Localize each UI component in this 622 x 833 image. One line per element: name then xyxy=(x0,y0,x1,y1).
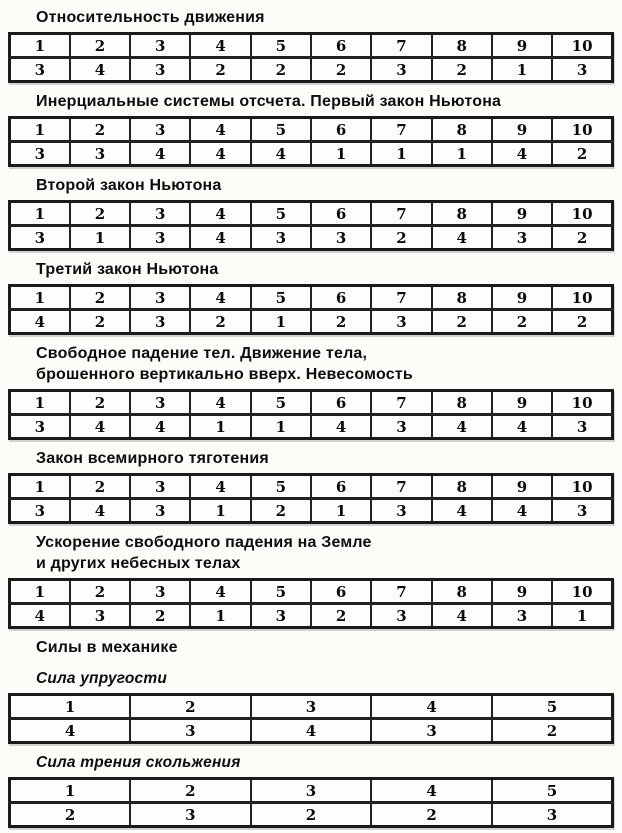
question-number-cell: 9 xyxy=(492,391,552,415)
question-number-cell: 9 xyxy=(492,286,552,310)
answer-cell: 4 xyxy=(432,415,492,439)
question-number-cell: 2 xyxy=(70,286,130,310)
question-number-cell: 10 xyxy=(552,34,612,58)
question-number-cell: 1 xyxy=(10,475,70,499)
question-number-cell: 8 xyxy=(432,202,492,226)
section-title-line: брошенного вертикально вверх. Невесомость xyxy=(36,366,413,383)
question-number-cell: 10 xyxy=(552,391,612,415)
question-number-cell: 2 xyxy=(130,695,251,719)
answer-cell: 3 xyxy=(251,226,311,250)
answer-cell: 3 xyxy=(130,499,190,523)
answer-cell: 4 xyxy=(10,310,70,334)
answer-cell: 3 xyxy=(492,803,613,827)
group-heading xyxy=(36,637,614,658)
answer-cell: 3 xyxy=(371,719,492,743)
question-row xyxy=(10,695,613,719)
question-row xyxy=(10,391,613,415)
answer-section xyxy=(8,343,614,440)
answer-cell: 1 xyxy=(190,415,250,439)
question-number-cell: 1 xyxy=(10,34,70,58)
answer-section xyxy=(8,752,614,828)
answer-cell: 3 xyxy=(492,226,552,250)
question-number-cell: 7 xyxy=(371,580,431,604)
answer-cell: 2 xyxy=(492,719,613,743)
question-number-cell: 1 xyxy=(10,202,70,226)
question-row xyxy=(10,779,613,803)
answer-row xyxy=(10,803,613,827)
answer-table xyxy=(8,200,614,251)
answer-row xyxy=(10,499,613,523)
answer-cell: 1 xyxy=(190,499,250,523)
question-number-cell: 1 xyxy=(10,118,70,142)
answer-cell: 1 xyxy=(311,499,371,523)
question-number-cell: 10 xyxy=(552,286,612,310)
answer-section xyxy=(8,7,614,83)
answer-cell: 4 xyxy=(492,142,552,166)
answer-section xyxy=(8,448,614,524)
answer-cell: 2 xyxy=(311,310,371,334)
question-number-cell: 6 xyxy=(311,391,371,415)
question-number-cell: 7 xyxy=(371,391,431,415)
question-number-cell: 10 xyxy=(552,580,612,604)
answer-cell: 4 xyxy=(70,58,130,82)
section-title-line: Сила упругости xyxy=(36,670,168,687)
section-title xyxy=(36,259,614,280)
question-number-cell: 6 xyxy=(311,580,371,604)
question-number-cell: 7 xyxy=(371,34,431,58)
section-title-line: Силы в механике xyxy=(36,639,178,656)
question-number-cell: 3 xyxy=(251,779,372,803)
question-number-cell: 5 xyxy=(251,34,311,58)
question-number-cell: 10 xyxy=(552,118,612,142)
section-title xyxy=(36,343,614,385)
section-title-line: Свободное падение тел. Движение тела, xyxy=(36,345,368,362)
section-title xyxy=(36,91,614,112)
answer-cell: 2 xyxy=(311,604,371,628)
answer-row xyxy=(10,719,613,743)
question-number-cell: 6 xyxy=(311,475,371,499)
answer-cell: 1 xyxy=(492,58,552,82)
answer-cell: 3 xyxy=(70,604,130,628)
question-row xyxy=(10,580,613,604)
answer-section xyxy=(8,532,614,629)
question-number-cell: 9 xyxy=(492,580,552,604)
answer-cell: 2 xyxy=(251,58,311,82)
answer-row xyxy=(10,310,613,334)
question-number-cell: 7 xyxy=(371,475,431,499)
answer-cell: 2 xyxy=(371,226,431,250)
answer-row xyxy=(10,58,613,82)
question-number-cell: 4 xyxy=(190,34,250,58)
question-number-cell: 2 xyxy=(130,779,251,803)
answer-cell: 4 xyxy=(10,604,70,628)
answer-cell: 2 xyxy=(432,310,492,334)
question-number-cell: 8 xyxy=(432,580,492,604)
answer-cell: 1 xyxy=(190,604,250,628)
answer-row xyxy=(10,142,613,166)
answer-table xyxy=(8,578,614,629)
question-number-cell: 8 xyxy=(432,286,492,310)
answer-cell: 4 xyxy=(432,499,492,523)
answer-cell: 4 xyxy=(130,415,190,439)
question-number-cell: 6 xyxy=(311,202,371,226)
question-number-cell: 4 xyxy=(371,695,492,719)
answer-cell: 3 xyxy=(552,499,612,523)
answer-cell: 2 xyxy=(190,58,250,82)
question-number-cell: 4 xyxy=(190,202,250,226)
question-number-cell: 5 xyxy=(251,391,311,415)
question-number-cell: 5 xyxy=(492,779,613,803)
question-number-cell: 3 xyxy=(130,286,190,310)
answer-cell: 3 xyxy=(371,310,431,334)
section-title-line: Второй закон Ньютона xyxy=(36,177,222,194)
answer-cell: 3 xyxy=(10,415,70,439)
question-row xyxy=(10,34,613,58)
answer-cell: 4 xyxy=(492,499,552,523)
answer-cell: 3 xyxy=(10,226,70,250)
section-title xyxy=(36,532,614,574)
answer-cell: 3 xyxy=(371,604,431,628)
answer-cell: 1 xyxy=(311,142,371,166)
question-number-cell: 9 xyxy=(492,202,552,226)
answer-table xyxy=(8,389,614,440)
answer-cell: 3 xyxy=(552,58,612,82)
answer-cell: 3 xyxy=(130,226,190,250)
answer-cell: 1 xyxy=(70,226,130,250)
question-number-cell: 4 xyxy=(190,286,250,310)
answer-table xyxy=(8,116,614,167)
question-row xyxy=(10,202,613,226)
answer-cell: 3 xyxy=(371,499,431,523)
answer-table xyxy=(8,32,614,83)
question-number-cell: 4 xyxy=(371,779,492,803)
question-number-cell: 1 xyxy=(10,695,131,719)
question-number-cell: 3 xyxy=(130,580,190,604)
question-number-cell: 9 xyxy=(492,475,552,499)
section-title-line: Относительность движения xyxy=(36,9,265,26)
question-row xyxy=(10,118,613,142)
question-number-cell: 6 xyxy=(311,286,371,310)
answer-cell: 2 xyxy=(70,310,130,334)
section-title xyxy=(36,752,614,773)
section-title-line: Третий закон Ньютона xyxy=(36,261,219,278)
answer-cell: 4 xyxy=(70,499,130,523)
question-row xyxy=(10,286,613,310)
section-title xyxy=(36,7,614,28)
answer-cell: 3 xyxy=(70,142,130,166)
question-number-cell: 3 xyxy=(251,695,372,719)
answer-cell: 4 xyxy=(130,142,190,166)
question-number-cell: 2 xyxy=(70,202,130,226)
answer-table xyxy=(8,777,614,828)
question-number-cell: 4 xyxy=(190,391,250,415)
answer-cell: 3 xyxy=(371,58,431,82)
question-number-cell: 5 xyxy=(251,475,311,499)
answer-cell: 4 xyxy=(251,142,311,166)
answer-cell: 4 xyxy=(251,719,372,743)
question-number-cell: 8 xyxy=(432,391,492,415)
answer-cell: 2 xyxy=(371,803,492,827)
question-number-cell: 3 xyxy=(130,34,190,58)
answer-cell: 2 xyxy=(130,604,190,628)
answer-cell: 2 xyxy=(552,226,612,250)
answer-cell: 3 xyxy=(130,310,190,334)
answer-cell: 3 xyxy=(311,226,371,250)
answer-cell: 2 xyxy=(251,499,311,523)
answer-cell: 2 xyxy=(432,58,492,82)
question-number-cell: 7 xyxy=(371,286,431,310)
answer-section xyxy=(8,668,614,744)
section-title-line: Закон всемирного тяготения xyxy=(36,450,269,467)
answer-section xyxy=(8,259,614,335)
answer-row xyxy=(10,604,613,628)
answer-cell: 3 xyxy=(130,719,251,743)
section-title xyxy=(36,175,614,196)
question-number-cell: 5 xyxy=(251,202,311,226)
section-title-line: и других небесных телах xyxy=(36,555,241,572)
answer-cell: 2 xyxy=(10,803,131,827)
question-number-cell: 8 xyxy=(432,34,492,58)
answer-cell: 3 xyxy=(10,58,70,82)
answer-cell: 4 xyxy=(311,415,371,439)
answer-cell: 3 xyxy=(130,58,190,82)
section-title xyxy=(36,668,614,689)
answer-section xyxy=(8,175,614,251)
question-number-cell: 1 xyxy=(10,779,131,803)
section-title xyxy=(36,448,614,469)
answer-table xyxy=(8,284,614,335)
question-number-cell: 7 xyxy=(371,118,431,142)
question-number-cell: 2 xyxy=(70,475,130,499)
section-title-line: Ускорение свободного падения на Земле xyxy=(36,534,372,551)
question-number-cell: 5 xyxy=(492,695,613,719)
answer-cell: 4 xyxy=(432,226,492,250)
answer-cell: 2 xyxy=(552,142,612,166)
section-title-line: Сила трения скольжения xyxy=(36,754,241,771)
answer-cell: 2 xyxy=(552,310,612,334)
answer-cell: 2 xyxy=(311,58,371,82)
answer-cell: 3 xyxy=(130,803,251,827)
question-number-cell: 1 xyxy=(10,286,70,310)
question-number-cell: 1 xyxy=(10,391,70,415)
answer-cell: 3 xyxy=(492,604,552,628)
question-number-cell: 4 xyxy=(190,118,250,142)
answer-cell: 4 xyxy=(190,142,250,166)
answer-cell: 4 xyxy=(70,415,130,439)
answer-cell: 3 xyxy=(251,604,311,628)
answer-cell: 1 xyxy=(371,142,431,166)
answer-cell: 2 xyxy=(190,310,250,334)
section-title-line: Инерциальные системы отсчета. Первый закон Ньютона xyxy=(36,93,502,110)
question-number-cell: 2 xyxy=(70,118,130,142)
group-heading-section xyxy=(8,637,614,658)
question-number-cell: 7 xyxy=(371,202,431,226)
answer-cell: 1 xyxy=(552,604,612,628)
question-number-cell: 5 xyxy=(251,118,311,142)
answer-cell: 3 xyxy=(371,415,431,439)
question-number-cell: 4 xyxy=(190,475,250,499)
answer-cell: 3 xyxy=(10,499,70,523)
question-number-cell: 10 xyxy=(552,475,612,499)
answer-cell: 4 xyxy=(492,415,552,439)
answer-cell: 3 xyxy=(10,142,70,166)
question-number-cell: 3 xyxy=(130,118,190,142)
question-number-cell: 2 xyxy=(70,391,130,415)
question-number-cell: 8 xyxy=(432,475,492,499)
answer-cell: 2 xyxy=(251,803,372,827)
question-number-cell: 1 xyxy=(10,580,70,604)
question-number-cell: 3 xyxy=(130,475,190,499)
answer-cell: 3 xyxy=(552,415,612,439)
answer-cell: 1 xyxy=(251,415,311,439)
question-number-cell: 9 xyxy=(492,34,552,58)
question-row xyxy=(10,475,613,499)
question-number-cell: 5 xyxy=(251,580,311,604)
question-number-cell: 10 xyxy=(552,202,612,226)
answer-cell: 4 xyxy=(432,604,492,628)
question-number-cell: 2 xyxy=(70,580,130,604)
answer-table xyxy=(8,693,614,744)
answer-cell: 1 xyxy=(251,310,311,334)
question-number-cell: 3 xyxy=(130,391,190,415)
answer-row xyxy=(10,226,613,250)
question-number-cell: 2 xyxy=(70,34,130,58)
answer-cell: 4 xyxy=(190,226,250,250)
question-number-cell: 8 xyxy=(432,118,492,142)
answer-cell: 2 xyxy=(492,310,552,334)
answer-cell: 1 xyxy=(432,142,492,166)
question-number-cell: 5 xyxy=(251,286,311,310)
answer-table xyxy=(8,473,614,524)
question-number-cell: 3 xyxy=(130,202,190,226)
question-number-cell: 9 xyxy=(492,118,552,142)
answer-row xyxy=(10,415,613,439)
question-number-cell: 4 xyxy=(190,580,250,604)
question-number-cell: 6 xyxy=(311,34,371,58)
question-number-cell: 6 xyxy=(311,118,371,142)
answer-section xyxy=(8,91,614,167)
answer-cell: 4 xyxy=(10,719,131,743)
